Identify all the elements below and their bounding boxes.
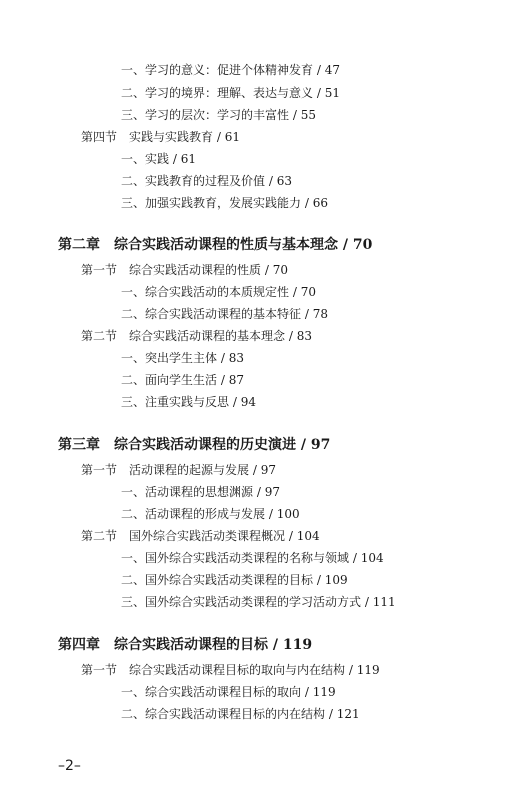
toc-item-page: / 47 [313,63,340,77]
toc-item [121,572,348,588]
toc-item [121,706,360,722]
toc-item-page: / 66 [301,196,328,210]
toc-item-page: / 51 [313,86,340,100]
toc-section-text: 第一节 活动课程的起源与发展 [81,463,250,477]
toc-item-text: 一、实践 [121,152,170,166]
toc-section [81,262,288,278]
toc-item-text: 二、国外综合实践活动类课程的目标 [121,573,314,587]
toc-chapter [58,436,330,454]
toc-section-text: 第一节 综合实践活动课程的性质 [81,263,262,277]
toc-item-page: / 109 [313,573,348,587]
toc-item [121,550,384,566]
toc-section-page: / 104 [285,529,320,543]
toc-chapter-text: 第三章 综合实践活动课程的历史演进 [58,437,296,453]
toc-section [81,662,380,678]
toc-chapter [58,236,372,254]
toc-item [121,506,300,522]
toc-item [121,684,336,700]
toc-section-text: 第二节 国外综合实践活动类课程概况 [81,529,286,543]
toc-item-text: 一、学习的意义：促进个体精神发育 [121,63,314,77]
toc-section [81,528,320,544]
toc-item-page: / 104 [349,551,384,565]
toc-chapter-page: / 119 [268,637,312,653]
toc-section-page: / 119 [345,663,380,677]
toc-item [121,394,256,410]
toc-item-text: 一、突出学生主体 [121,351,218,365]
toc-section [81,129,240,145]
toc-item [121,173,292,189]
toc-item-page: / 83 [217,351,244,365]
toc-chapter-page: / 70 [338,237,372,253]
toc-section-page: / 70 [261,263,288,277]
toc-section-text: 第四节 实践与实践教育 [81,130,214,144]
toc-item-page: / 61 [169,152,196,166]
toc-item-page: / 78 [301,307,328,321]
toc-item-text: 三、国外综合实践活动类课程的学习活动方式 [121,595,362,609]
toc-item [121,350,244,366]
toc-item-text: 二、综合实践活动课程的基本特征 [121,307,302,321]
toc-item [121,85,340,101]
toc-item-page: / 94 [229,395,256,409]
toc-item-text: 一、活动课程的思想渊源 [121,485,254,499]
toc-item-text: 三、加强实践教育，发展实践能力 [121,196,302,210]
toc-section [81,462,276,478]
toc-item-text: 一、综合实践活动课程目标的取向 [121,685,302,699]
toc-item-text: 一、国外综合实践活动类课程的名称与领域 [121,551,350,565]
toc-chapter [58,636,312,654]
toc-item [121,62,340,78]
toc-section-page: / 61 [213,130,240,144]
toc-section-page: / 97 [249,463,276,477]
toc-item [121,594,396,610]
toc-item-page: / 121 [325,707,360,721]
toc-item-page: / 55 [289,108,316,122]
toc-item-page: / 119 [301,685,336,699]
toc-section [81,328,312,344]
page-number: –2– [58,758,81,774]
toc-item-page: / 70 [289,285,316,299]
toc-item-text: 三、学习的层次：学习的丰富性 [121,108,290,122]
toc-chapter-text: 第四章 综合实践活动课程的目标 [58,637,268,653]
toc-item-page: / 87 [217,373,244,387]
toc-item [121,151,196,167]
toc-item [121,284,316,300]
toc-item-text: 二、面向学生生活 [121,373,218,387]
toc-item-page: / 97 [253,485,280,499]
toc-item [121,372,244,388]
toc-item-text: 二、实践教育的过程及价值 [121,174,266,188]
toc-section-page: / 83 [285,329,312,343]
toc-section-text: 第二节 综合实践活动课程的基本理念 [81,329,286,343]
toc-item-text: 二、综合实践活动课程目标的内在结构 [121,707,326,721]
toc-item-text: 一、综合实践活动的本质规定性 [121,285,290,299]
toc-item [121,484,280,500]
toc-item-text: 三、注重实践与反思 [121,395,230,409]
toc-item [121,195,328,211]
toc-item-page: / 100 [265,507,300,521]
toc-item-text: 二、活动课程的形成与发展 [121,507,266,521]
toc-item-page: / 111 [361,595,396,609]
toc-item-text: 二、学习的境界：理解、表达与意义 [121,86,314,100]
toc-item [121,107,316,123]
toc-chapter-text: 第二章 综合实践活动课程的性质与基本理念 [58,237,338,253]
toc-chapter-page: / 97 [296,437,330,453]
toc-item-page: / 63 [265,174,292,188]
toc-item [121,306,328,322]
toc-section-text: 第一节 综合实践活动课程目标的取向与内在结构 [81,663,346,677]
